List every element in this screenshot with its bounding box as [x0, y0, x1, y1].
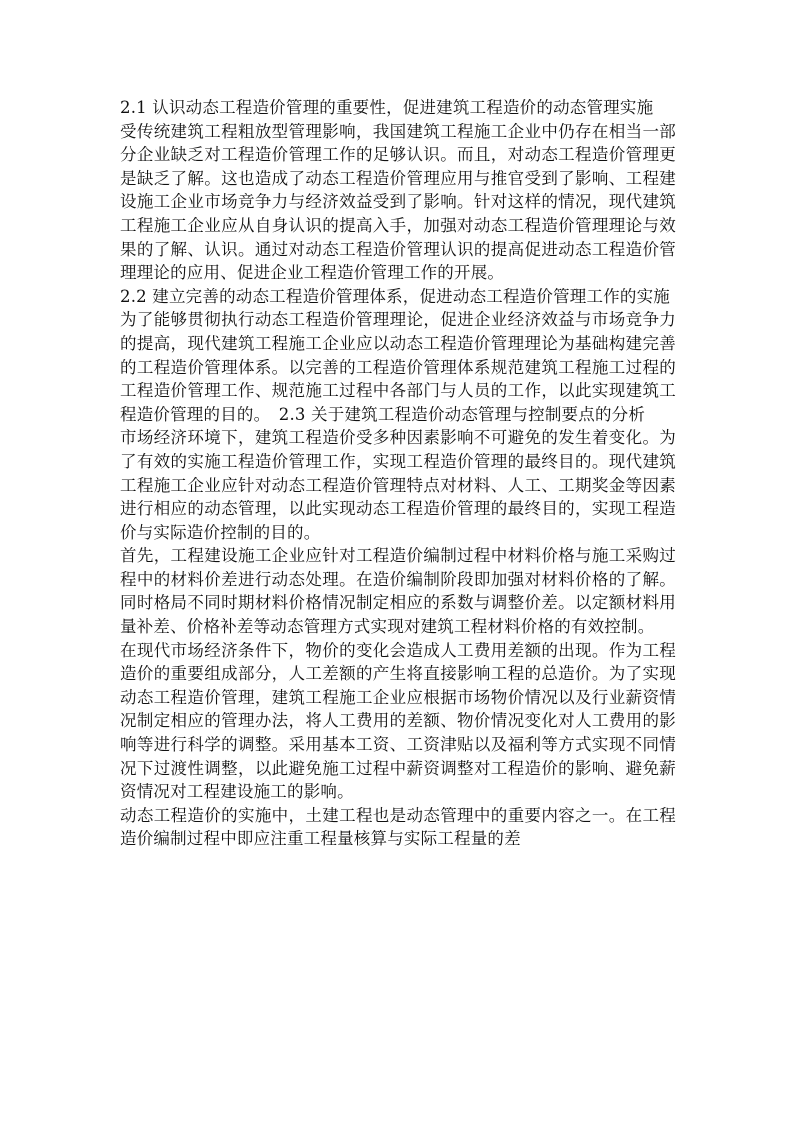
section-heading-2-1: 2.1 认识动态工程造价管理的重要性，促进建筑工程造价的动态管理实施: [120, 98, 654, 117]
paragraph-material-price: 首先，工程建设施工企业应针对工程造价编制过程中材料价格与施工采购过程中的材料价差进行动态处理。在造价编制阶段即加强对材料价格的了解。同时格局不同时期材料价格情况制定相应的系数与调整价差。以定额材料用量补差、价格补差等动态管理方式实现对建筑工程材料价格的有效控制。: [120, 546, 676, 637]
paragraph-2-2: [120, 308, 676, 426]
section-heading-2-2: 2.2 建立完善的动态工程造价管理体系，促进动态工程造价管理工作的实施: [120, 286, 670, 306]
document-page: [120, 96, 676, 851]
paragraph-civil-works: 动态工程造价的实施中，土建工程也是动态管理中的重要内容之一。在工程造价编制过程中即应注重工程量核算与实际工程量的差: [120, 805, 676, 849]
section-heading-2-3: 2.3 关于建筑工程造价动态管理与控制要点的分析: [278, 404, 646, 424]
paragraph-2-1: 受传统建筑工程粗放型管理影响，我国建筑工程施工企业中仍存在相当一部分企业缺乏对工程造价管理工作的足够认识。而且，对动态工程造价管理更是缺乏了解。这也造成了动态工程造价管理应用与推官受到了影响、工程建设施工企业市场竞争力与经济效益受到了影响。针对这样的情况，现代建筑工程施工企业应从自身认识的提高入手，加强对动态工程造价管理理论与效果的了解、认识。通过对动态工程造价管理认识的提高促进动态工程造价管理理论的应用、促进企业工程造价管理工作的开展。: [120, 121, 676, 283]
paragraph-labor-cost: 在现代市场经济条件下，物价的变化会造成人工费用差额的出现。作为工程造价的重要组成部分，人工差额的产生将直接影响工程的总造价。为了实现动态工程造价管理，建筑工程施工企业应根据市场物价情况以及行业薪资情况制定相应的管理办法，将人工费用的差额、物价情况变化对人工费用的影响等进行科学的调整。采用基本工资、工资津贴以及福利等方式实现不同情况下过渡性调整，以此避免施工过程中薪资调整对工程造价的影响、避免薪资情况对工程建设施工的影响。: [120, 640, 676, 802]
paragraph-2-3-intro: 市场经济环境下，建筑工程造价受多种因素影响不可避免的发生着变化。为了有效的实施工程造价管理工作，实现工程造价管理的最终目的。现代建筑工程施工企业应针对动态工程造价管理特点对材料、人工、工期奖金等因素进行相应的动态管理，以此实现动态工程造价管理的最终目的，实现工程造价与实际造价控制的目的。: [120, 428, 676, 542]
paragraph-2-2-text: 为了能够贯彻执行动态工程造价管理理论，促进企业经济效益与市场竞争力的提高，现代建筑工程施工企业应以动态工程造价管理理论为基础构建完善的工程造价管理体系。以完善的工程造价管理体系规范建筑工程施工过程的工程造价管理工作、规范施工过程中各部门与人员的工作，以此实现建筑工程造价管理的目的。: [120, 310, 676, 424]
